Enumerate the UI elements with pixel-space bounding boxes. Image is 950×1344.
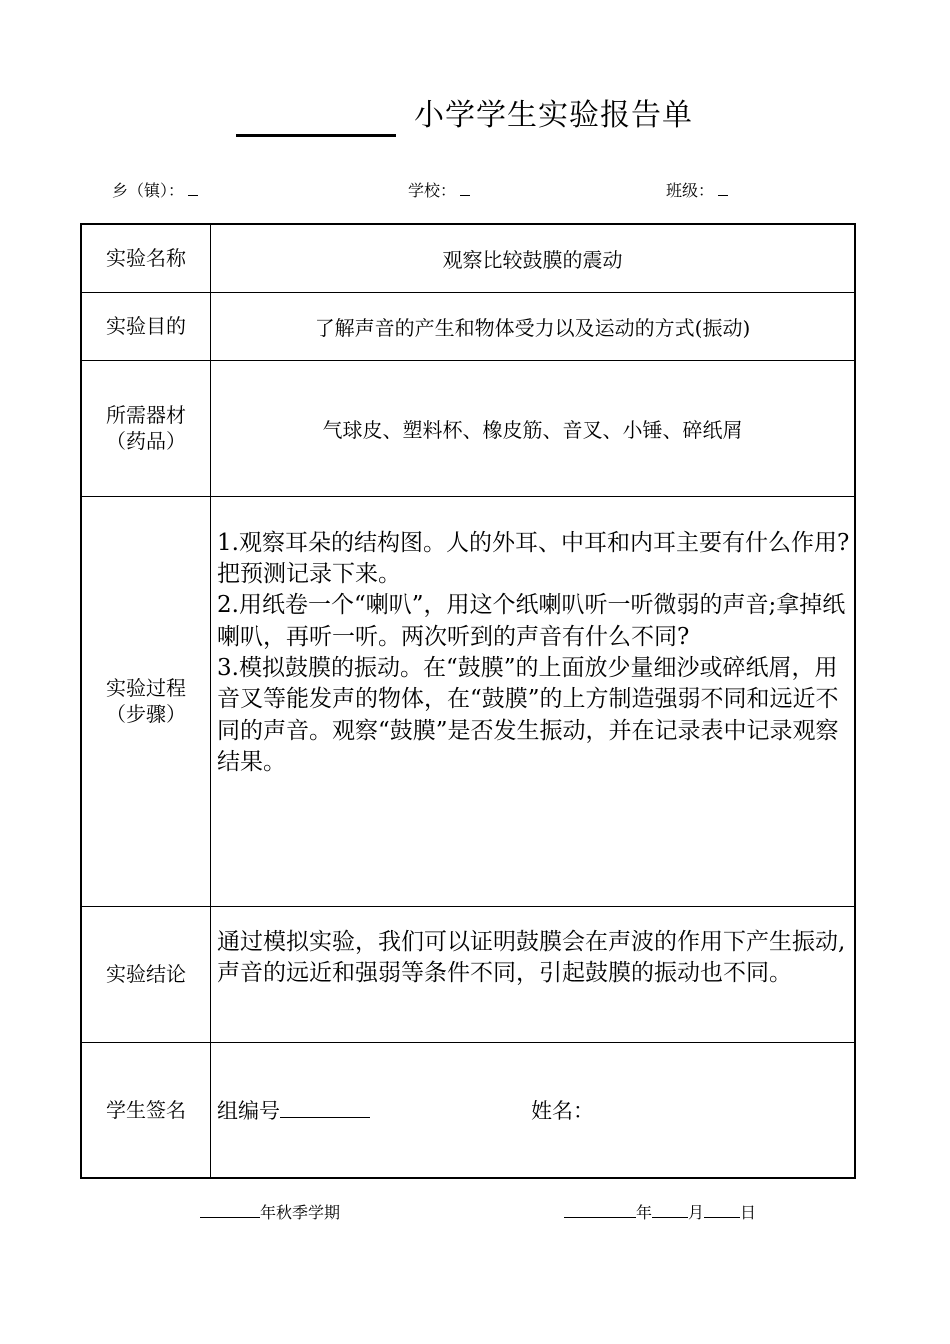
- school-blank: [460, 181, 470, 196]
- student-name-field: [531, 1095, 594, 1125]
- title-prefix-blank: [236, 134, 396, 137]
- date-year-blank: [564, 1201, 636, 1218]
- conclusion-spacer: [217, 989, 852, 1021]
- materials-label-line1: 所需器材: [106, 403, 186, 427]
- class-label: 班级：: [666, 181, 715, 200]
- footer-row: [0, 1200, 950, 1226]
- date-field: [564, 1200, 756, 1223]
- date-day-label: 日: [740, 1203, 757, 1222]
- group-number-field: [217, 1095, 370, 1125]
- class-field: [666, 178, 728, 201]
- conclusion-value: [211, 906, 856, 1042]
- group-number-label: 组编号: [217, 1098, 280, 1123]
- experiment-name-value: 观察比较鼓膜的震动: [211, 224, 856, 292]
- class-blank: [718, 181, 728, 196]
- student-name-label: 姓名：: [531, 1098, 594, 1123]
- group-number-blank: [280, 1097, 370, 1118]
- row-experiment-purpose: [81, 292, 855, 360]
- process-spacer: [217, 778, 852, 874]
- conclusion-text: 通过模拟实验，我们可以证明鼓膜会在声波的作用下产生振动,声音的远近和强弱等条件不同，引起鼓膜的振动也不同。: [217, 928, 846, 986]
- township-field: [112, 178, 198, 201]
- school-field: [408, 178, 470, 201]
- process-step: 3.模拟鼓膜的振动。在“鼓膜”的上面放少量细沙或碎纸屑，用音叉等能发声的物体，在“鼓膜”的上方制造强弱不同和远近不同的声音。观察“鼓膜”是否发生振动，并在记录表中记录观察结果。: [217, 655, 839, 775]
- date-day-blank: [704, 1201, 740, 1218]
- row-conclusion: [81, 906, 855, 1042]
- signature-value: [211, 1042, 856, 1178]
- process-label-line1: 实验过程: [106, 676, 186, 700]
- process-label-line2: （步骤）: [106, 702, 186, 726]
- township-label: 乡（镇）：: [112, 181, 185, 200]
- experiment-purpose-label: 实验目的: [81, 292, 211, 360]
- date-month-blank: [652, 1201, 688, 1218]
- date-month-label: 月: [688, 1203, 705, 1222]
- conclusion-label: 实验结论: [81, 906, 211, 1042]
- signature-label: 学生签名: [81, 1042, 211, 1178]
- semester-field: [200, 1200, 340, 1223]
- experiment-name-label: 实验名称: [81, 224, 211, 292]
- meta-row: [0, 178, 950, 206]
- row-process: [81, 496, 855, 906]
- process-label: [81, 496, 211, 906]
- process-step: 1.观察耳朵的结构图。人的外耳、中耳和内耳主要有什么作用?把预测记录下来。: [217, 529, 850, 588]
- materials-label: [81, 360, 211, 496]
- page-title: 小学学生实验报告单: [414, 98, 693, 133]
- semester-year-blank: [200, 1201, 260, 1218]
- row-signature: [81, 1042, 855, 1178]
- school-label: 学校：: [408, 181, 457, 200]
- title-row: [0, 88, 950, 138]
- row-materials: [81, 360, 855, 496]
- process-step: 2.用纸卷一个“喇叭”，用这个纸喇叭听一听微弱的声音;拿掉纸喇叭，再听一听。两次听到的声音有什么不同?: [217, 592, 846, 650]
- township-blank: [188, 181, 198, 196]
- report-table: [80, 223, 856, 1179]
- materials-value: 气球皮、塑料杯、橡皮筋、音叉、小锤、碎纸屑: [211, 360, 856, 496]
- materials-label-line2: （药品）: [106, 429, 186, 453]
- semester-label: 年秋季学期: [260, 1203, 341, 1222]
- experiment-purpose-value: 了解声音的产生和物体受力以及运动的方式(振动): [211, 292, 856, 360]
- date-year-label: 年: [636, 1203, 653, 1222]
- process-value: [211, 496, 856, 906]
- row-experiment-name: [81, 224, 855, 292]
